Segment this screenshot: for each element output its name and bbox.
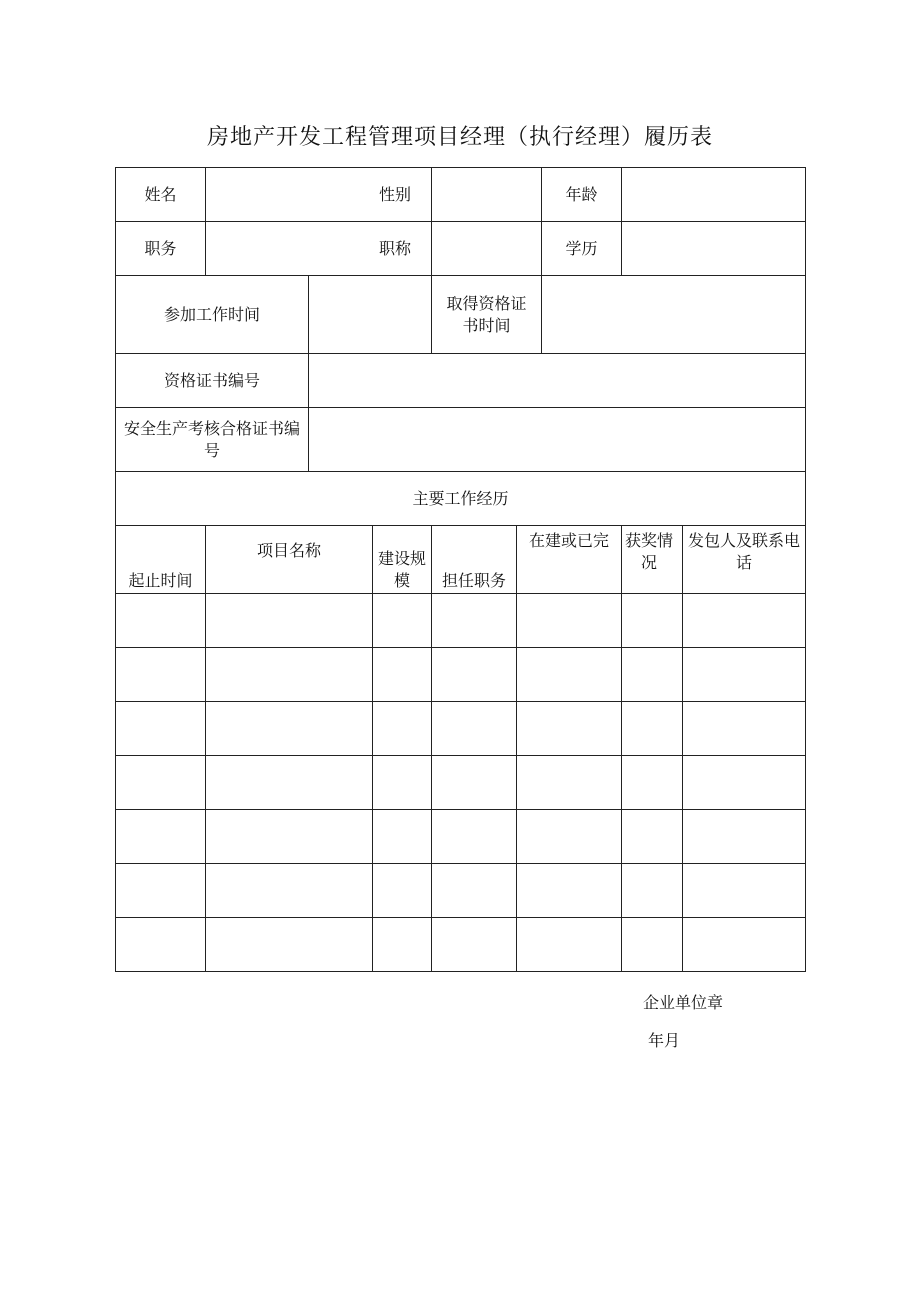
col-header-client-contact: 发包人及联系电话 [683, 526, 806, 594]
cell-status[interactable] [517, 648, 622, 702]
date-label: 年月 [648, 1031, 681, 1050]
work-start-label: 参加工作时间 [116, 276, 309, 354]
cell-client-contact[interactable] [683, 594, 806, 648]
cell-role[interactable] [432, 648, 517, 702]
cert-number-value-cell[interactable] [309, 354, 806, 408]
gender-label: 性别 [206, 168, 432, 222]
cell-awards[interactable] [622, 594, 683, 648]
experience-section-title: 主要工作经历 [116, 472, 806, 526]
cell-project-name[interactable] [206, 864, 373, 918]
gender-value-cell[interactable] [432, 168, 542, 222]
table-row [116, 702, 806, 756]
cert-number-label: 资格证书编号 [116, 354, 309, 408]
cell-period[interactable] [116, 756, 206, 810]
job-title-label: 职称 [206, 222, 432, 276]
cell-role[interactable] [432, 810, 517, 864]
cell-status[interactable] [517, 594, 622, 648]
cell-client-contact[interactable] [683, 648, 806, 702]
cell-project-name[interactable] [206, 918, 373, 972]
education-value-cell[interactable] [622, 222, 806, 276]
col-header-period: 起止时间 [116, 526, 206, 594]
cell-role[interactable] [432, 918, 517, 972]
cell-awards[interactable] [622, 756, 683, 810]
table-row [116, 756, 806, 810]
row-experience-headers [116, 526, 806, 594]
cell-scale[interactable] [373, 756, 432, 810]
cell-client-contact[interactable] [683, 918, 806, 972]
form-title: 房地产开发工程管理项目经理（执行经理）履历表 [206, 125, 713, 150]
row-name-gender-age [116, 168, 806, 222]
cell-scale[interactable] [373, 864, 432, 918]
cell-role[interactable] [432, 756, 517, 810]
cert-obtained-label: 取得资格证书时间 [432, 276, 542, 354]
education-label: 学历 [542, 222, 622, 276]
row-position-title-education [116, 222, 806, 276]
cell-client-contact[interactable] [683, 702, 806, 756]
col-header-project-name: 项目名称 [206, 526, 373, 594]
cell-awards[interactable] [622, 864, 683, 918]
cell-period[interactable] [116, 918, 206, 972]
cell-status[interactable] [517, 756, 622, 810]
cell-scale[interactable] [373, 648, 432, 702]
age-label: 年龄 [542, 168, 622, 222]
col-header-awards: 获奖情况 [622, 526, 683, 594]
resume-form-table [115, 167, 806, 972]
cell-scale[interactable] [373, 810, 432, 864]
cell-scale[interactable] [373, 594, 432, 648]
cell-project-name[interactable] [206, 810, 373, 864]
cell-awards[interactable] [622, 702, 683, 756]
cell-awards[interactable] [622, 810, 683, 864]
age-value-cell[interactable] [622, 168, 806, 222]
cell-client-contact[interactable] [683, 810, 806, 864]
row-safety-cert [116, 408, 806, 472]
cell-client-contact[interactable] [683, 864, 806, 918]
cell-role[interactable] [432, 864, 517, 918]
cell-project-name[interactable] [206, 648, 373, 702]
table-row [116, 648, 806, 702]
table-row [116, 810, 806, 864]
cell-period[interactable] [116, 810, 206, 864]
table-row [116, 918, 806, 972]
row-experience-title [116, 472, 806, 526]
cell-role[interactable] [432, 594, 517, 648]
name-label: 姓名 [116, 168, 206, 222]
work-start-value-cell[interactable] [309, 276, 432, 354]
cell-project-name[interactable] [206, 702, 373, 756]
cell-client-contact[interactable] [683, 756, 806, 810]
cell-project-name[interactable] [206, 756, 373, 810]
cell-project-name[interactable] [206, 594, 373, 648]
cell-awards[interactable] [622, 918, 683, 972]
table-row [116, 864, 806, 918]
cell-status[interactable] [517, 864, 622, 918]
cell-scale[interactable] [373, 918, 432, 972]
table-row [116, 594, 806, 648]
position-label: 职务 [116, 222, 206, 276]
col-header-role: 担任职务 [432, 526, 517, 594]
col-header-scale: 建设规模 [373, 526, 432, 594]
company-seal-label: 企业单位章 [643, 993, 724, 1012]
cell-awards[interactable] [622, 648, 683, 702]
cell-status[interactable] [517, 918, 622, 972]
cell-status[interactable] [517, 810, 622, 864]
cell-status[interactable] [517, 702, 622, 756]
row-cert-number [116, 354, 806, 408]
cell-period[interactable] [116, 594, 206, 648]
safety-cert-value-cell[interactable] [309, 408, 806, 472]
cell-role[interactable] [432, 702, 517, 756]
cell-period[interactable] [116, 648, 206, 702]
safety-cert-label: 安全生产考核合格证书编号 [116, 408, 309, 472]
row-work-start-cert-date [116, 276, 806, 354]
cell-period[interactable] [116, 702, 206, 756]
cell-scale[interactable] [373, 702, 432, 756]
col-header-status: 在建或已完 [517, 526, 622, 594]
job-title-value-cell[interactable] [432, 222, 542, 276]
cell-period[interactable] [116, 864, 206, 918]
cert-obtained-value-cell[interactable] [542, 276, 806, 354]
